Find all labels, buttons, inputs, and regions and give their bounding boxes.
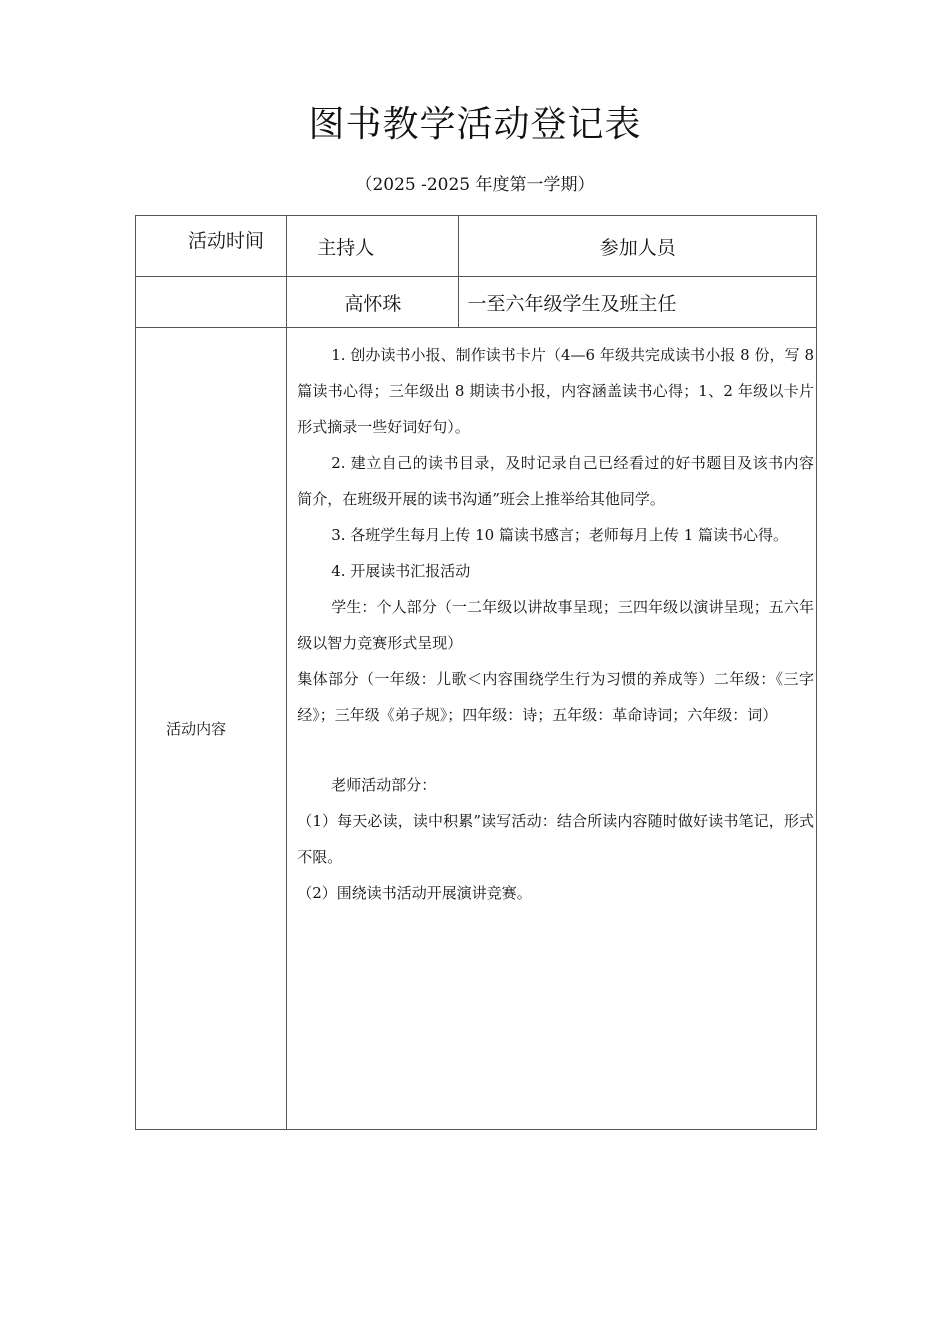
header-participants: 参加人员 <box>459 216 817 277</box>
participants-cell: 一至六年级学生及班主任 <box>459 277 817 328</box>
group-section: 集体部分（一年级：儿歌＜内容围绕学生行为习惯的养成等）二年级：《三字经》；三年级《弟子规》；四年级：诗；五年级：革命诗词；六年级：词） <box>297 670 814 724</box>
header-row <box>136 216 817 277</box>
host-cell: 高怀珠 <box>287 277 459 328</box>
header-host: 主持人 <box>287 216 459 277</box>
content-item-1: 1. 创办读书小报、制作读书卡片（4—6 年级共完成读书小报 8 份，写 8 篇读书心得；三年级出 8 期读书小报，内容涵盖读书心得；1、2 年级以卡片形式摘录一些好词好句）。 <box>297 346 814 436</box>
student-section: 学生：个人部分（一二年级以讲故事呈现；三四年级以演讲呈现；五六年级以智力竞赛形式呈现） <box>297 598 814 652</box>
content-item-2: 2. 建立自己的读书目录，及时记录自己已经看过的好书题目及该书内容简介，在班级开展的读书沟通”班会上推举给其他同学。 <box>297 454 814 508</box>
teacher-section-heading: 老师活动部分： <box>331 776 437 794</box>
teacher-item-2: （2）围绕读书活动开展演讲竞赛。 <box>297 884 532 902</box>
content-item-4: 4. 开展读书汇报活动 <box>331 562 471 580</box>
value-row <box>136 277 817 328</box>
activity-content-cell <box>287 328 817 1130</box>
activity-time-cell <box>136 277 287 328</box>
registration-table <box>135 215 817 1130</box>
content-item-3: 3. 各班学生每月上传 10 篇读书感言；老师每月上传 1 篇读书心得。 <box>331 526 789 544</box>
header-activity-time: 活动时间 <box>136 216 287 277</box>
activity-content-label: 活动内容 <box>136 328 287 1130</box>
page-title: 图书教学活动登记表 <box>308 104 642 145</box>
semester-subtitle: （2025 -2025 年度第一学期） <box>355 175 595 195</box>
content-row <box>136 328 817 1130</box>
teacher-item-1: （1）每天必读，读中积累”读写活动：结合所读内容随时做好读书笔记，形式不限。 <box>297 812 814 866</box>
